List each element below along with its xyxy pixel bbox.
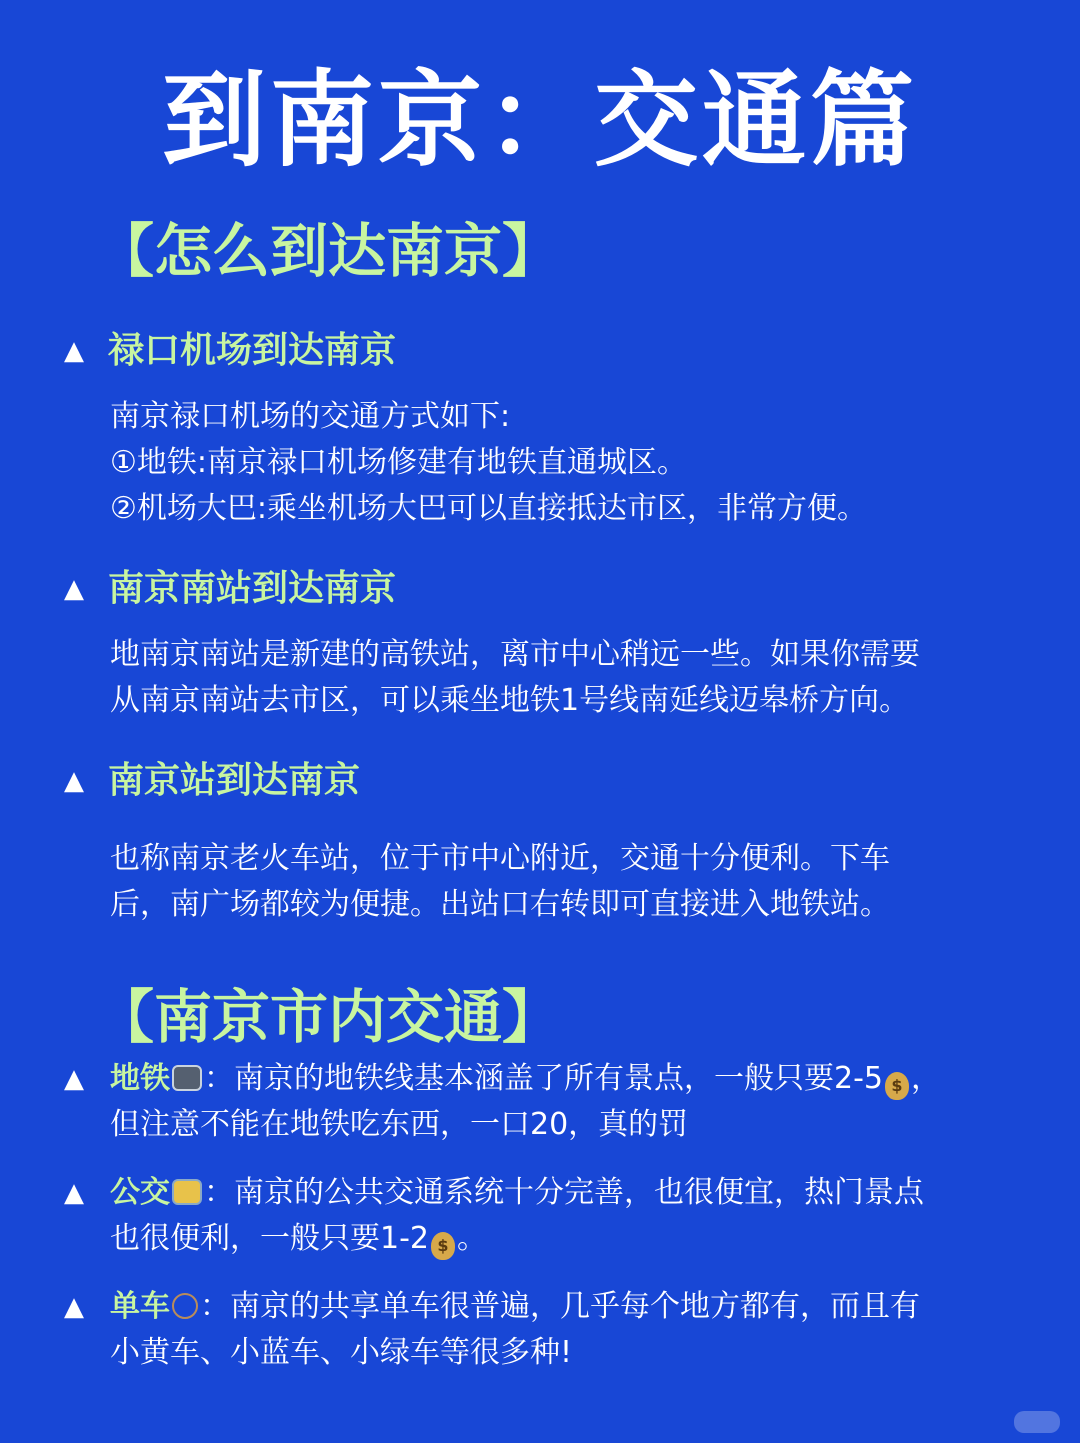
bus-label: 公交 bbox=[110, 1175, 170, 1210]
item-body-south-station bbox=[110, 632, 1010, 724]
list-item-bike bbox=[64, 1284, 1004, 1376]
watermark-logo bbox=[1014, 1411, 1060, 1433]
bus-text-line2: 也很便利，一般只要1-2 bbox=[110, 1221, 429, 1256]
bicycle-icon bbox=[172, 1293, 198, 1319]
item-heading-nanjing-station bbox=[64, 758, 360, 804]
item-heading-south-station-label: 南京南站到达南京 bbox=[108, 568, 397, 609]
triangle-up-icon: ▲ bbox=[64, 574, 84, 604]
item-heading-airport-label: 禄口机场到达南京 bbox=[108, 330, 397, 371]
triangle-up-icon: ▲ bbox=[64, 336, 84, 366]
section-heading-city-transport: 【南京市内交通】 bbox=[96, 983, 561, 1051]
metro-icon bbox=[172, 1065, 202, 1091]
metro-label: 地铁 bbox=[110, 1061, 170, 1096]
list-item-bus bbox=[64, 1170, 1004, 1262]
bike-label: 单车 bbox=[110, 1289, 170, 1324]
money-bag-icon: $ bbox=[431, 1232, 455, 1260]
bus-text-end: 。 bbox=[457, 1221, 487, 1256]
money-bag-icon: $ bbox=[885, 1072, 909, 1100]
triangle-up-icon: ▲ bbox=[64, 1178, 84, 1208]
bus-text: ：南京的公共交通系统十分完善，也很便宜，热门景点 bbox=[204, 1175, 924, 1210]
metro-text-line2: 但注意不能在地铁吃东西，一口20，真的罚 bbox=[110, 1107, 689, 1142]
body-line: 后，南广场都较为便捷。出站口右转即可直接进入地铁站。 bbox=[110, 887, 890, 922]
body-line: 也称南京老火车站，位于市中心附近，交通十分便利。下车 bbox=[110, 841, 890, 876]
item-body-airport bbox=[110, 394, 1010, 532]
body-line: 南京禄口机场的交通方式如下: bbox=[110, 399, 511, 434]
item-heading-airport bbox=[64, 328, 396, 374]
body-line: 地南京南站是新建的高铁站，离市中心稍远一些。如果你需要 bbox=[110, 637, 920, 672]
item-body-nanjing-station bbox=[110, 836, 1010, 928]
page-title: 到南京：交通篇 bbox=[161, 59, 918, 181]
triangle-up-icon: ▲ bbox=[64, 1064, 84, 1094]
metro-text: ：南京的地铁线基本涵盖了所有景点，一般只要2-5 bbox=[204, 1061, 883, 1096]
bike-text: ：南京的共享单车很普遍，几乎每个地方都有，而且有 bbox=[200, 1289, 920, 1324]
list-item-metro bbox=[64, 1056, 1004, 1148]
metro-text-end: ， bbox=[911, 1061, 941, 1096]
triangle-up-icon: ▲ bbox=[64, 766, 84, 796]
bus-icon bbox=[172, 1179, 202, 1205]
body-line: ②机场大巴:乘坐机场大巴可以直接抵达市区，非常方便。 bbox=[110, 491, 868, 526]
triangle-up-icon: ▲ bbox=[64, 1292, 84, 1322]
body-line: ①地铁:南京禄口机场修建有地铁直通城区。 bbox=[110, 445, 688, 480]
bike-text-line2: 小黄车、小蓝车、小绿车等很多种! bbox=[110, 1335, 573, 1370]
item-heading-nanjing-station-label: 南京站到达南京 bbox=[108, 760, 361, 801]
section-heading-how-to-arrive: 【怎么到达南京】 bbox=[96, 217, 561, 285]
body-line: 从南京南站去市区，可以乘坐地铁1号线南延线迈皋桥方向。 bbox=[110, 683, 910, 718]
item-heading-south-station bbox=[64, 566, 396, 612]
